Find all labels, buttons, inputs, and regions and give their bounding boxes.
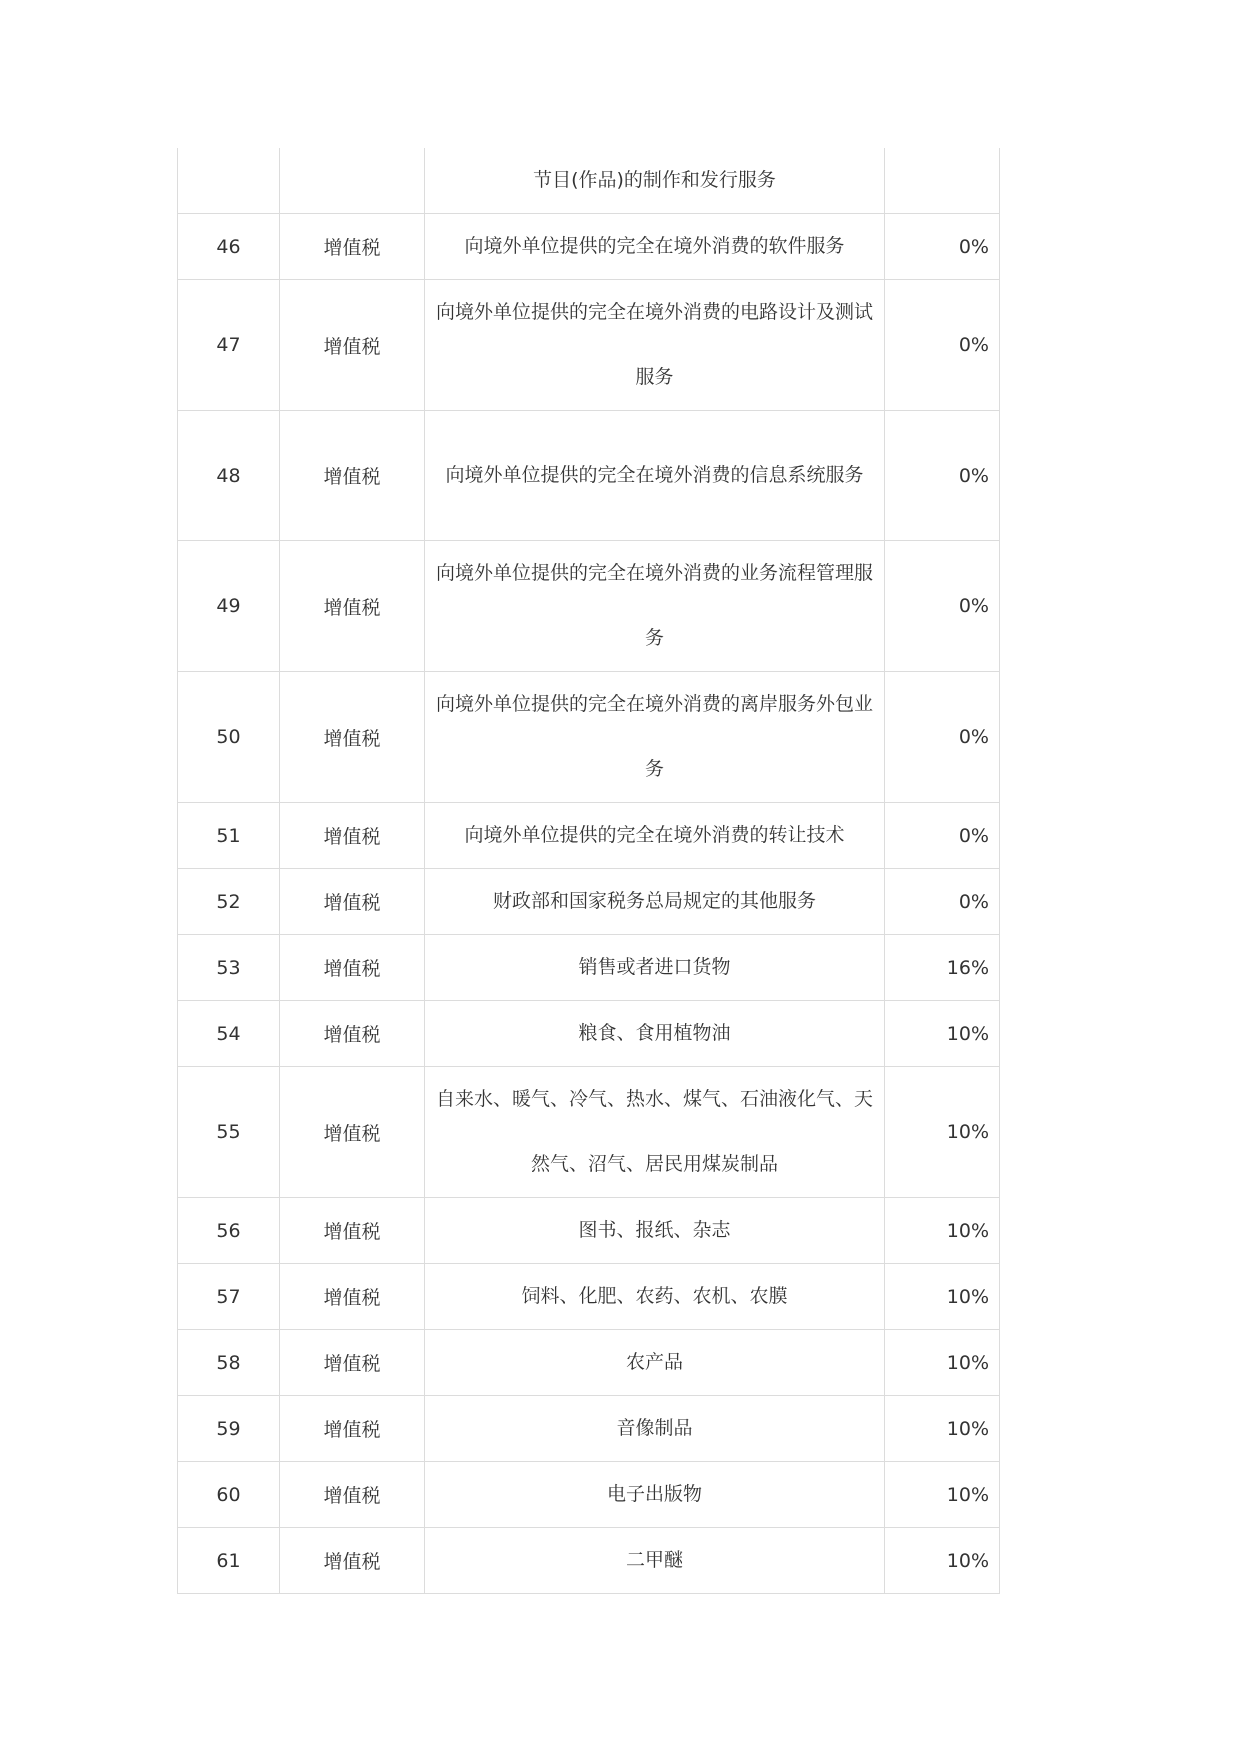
table-row: [178, 1528, 1000, 1594]
cell-rate: 0%: [885, 411, 1000, 541]
cell-no: 47: [178, 280, 280, 411]
cell-tax-type: 增值税: [280, 869, 425, 935]
tax-rate-table: [177, 148, 1000, 1594]
cell-no: 56: [178, 1198, 280, 1264]
cell-description: 粮食、食用植物油: [425, 1001, 885, 1067]
table-row: [178, 1264, 1000, 1330]
cell-rate: 0%: [885, 803, 1000, 869]
cell-description: 财政部和国家税务总局规定的其他服务: [425, 869, 885, 935]
table-row: [178, 541, 1000, 672]
cell-rate: 10%: [885, 1198, 1000, 1264]
cell-tax-type: 增值税: [280, 1528, 425, 1594]
cell-no: 55: [178, 1067, 280, 1198]
cell-rate: 10%: [885, 1330, 1000, 1396]
cell-no: 61: [178, 1528, 280, 1594]
cell-rate: 0%: [885, 672, 1000, 803]
cell-tax-type: 增值税: [280, 1330, 425, 1396]
cell-description: 向境外单位提供的完全在境外消费的离岸服务外包业务: [425, 672, 885, 803]
cell-rate: 10%: [885, 1396, 1000, 1462]
table-row-continued: [178, 148, 1000, 214]
cell-rate: 10%: [885, 1264, 1000, 1330]
cell-description: 二甲醚: [425, 1528, 885, 1594]
table-row: [178, 1330, 1000, 1396]
cell-description: 饲料、化肥、农药、农机、农膜: [425, 1264, 885, 1330]
cell-no: 57: [178, 1264, 280, 1330]
cell-rate: 10%: [885, 1001, 1000, 1067]
cell-description: 音像制品: [425, 1396, 885, 1462]
table-row: [178, 1462, 1000, 1528]
cell-no: 60: [178, 1462, 280, 1528]
table-row: [178, 935, 1000, 1001]
cell-description: 向境外单位提供的完全在境外消费的业务流程管理服务: [425, 541, 885, 672]
cell-description: 向境外单位提供的完全在境外消费的电路设计及测试服务: [425, 280, 885, 411]
cell-no: [178, 148, 280, 214]
table-row: [178, 803, 1000, 869]
cell-tax-type: 增值税: [280, 411, 425, 541]
cell-tax-type: 增值税: [280, 1198, 425, 1264]
cell-tax-type: 增值税: [280, 541, 425, 672]
cell-rate: 0%: [885, 280, 1000, 411]
cell-rate: 10%: [885, 1528, 1000, 1594]
cell-no: 46: [178, 214, 280, 280]
cell-tax-type: 增值税: [280, 1396, 425, 1462]
cell-description: 向境外单位提供的完全在境外消费的信息系统服务: [425, 411, 885, 541]
cell-rate: 0%: [885, 869, 1000, 935]
cell-tax-type: 增值税: [280, 1067, 425, 1198]
table-row: [178, 214, 1000, 280]
cell-description: 销售或者进口货物: [425, 935, 885, 1001]
table-row: [178, 411, 1000, 541]
table-row: [178, 1067, 1000, 1198]
cell-no: 48: [178, 411, 280, 541]
cell-tax-type: 增值税: [280, 672, 425, 803]
cell-description: 向境外单位提供的完全在境外消费的转让技术: [425, 803, 885, 869]
cell-description: 图书、报纸、杂志: [425, 1198, 885, 1264]
cell-description: 向境外单位提供的完全在境外消费的软件服务: [425, 214, 885, 280]
table-row: [178, 672, 1000, 803]
cell-no: 50: [178, 672, 280, 803]
cell-rate: 16%: [885, 935, 1000, 1001]
cell-rate: [885, 148, 1000, 214]
cell-no: 49: [178, 541, 280, 672]
cell-no: 53: [178, 935, 280, 1001]
cell-rate: 10%: [885, 1067, 1000, 1198]
cell-no: 52: [178, 869, 280, 935]
cell-tax-type: [280, 148, 425, 214]
cell-rate: 10%: [885, 1462, 1000, 1528]
cell-no: 51: [178, 803, 280, 869]
table-row: [178, 280, 1000, 411]
cell-tax-type: 增值税: [280, 214, 425, 280]
cell-tax-type: 增值税: [280, 1264, 425, 1330]
cell-tax-type: 增值税: [280, 935, 425, 1001]
cell-tax-type: 增值税: [280, 1462, 425, 1528]
cell-description: 农产品: [425, 1330, 885, 1396]
table-row: [178, 1001, 1000, 1067]
table-row: [178, 1396, 1000, 1462]
cell-no: 59: [178, 1396, 280, 1462]
cell-no: 58: [178, 1330, 280, 1396]
table-row: [178, 1198, 1000, 1264]
table-row: [178, 869, 1000, 935]
cell-rate: 0%: [885, 214, 1000, 280]
cell-description: 节目(作品)的制作和发行服务: [425, 148, 885, 214]
cell-no: 54: [178, 1001, 280, 1067]
cell-description: 电子出版物: [425, 1462, 885, 1528]
cell-tax-type: 增值税: [280, 803, 425, 869]
cell-description: 自来水、暖气、冷气、热水、煤气、石油液化气、天然气、沼气、居民用煤炭制品: [425, 1067, 885, 1198]
cell-rate: 0%: [885, 541, 1000, 672]
cell-tax-type: 增值税: [280, 1001, 425, 1067]
cell-tax-type: 增值税: [280, 280, 425, 411]
